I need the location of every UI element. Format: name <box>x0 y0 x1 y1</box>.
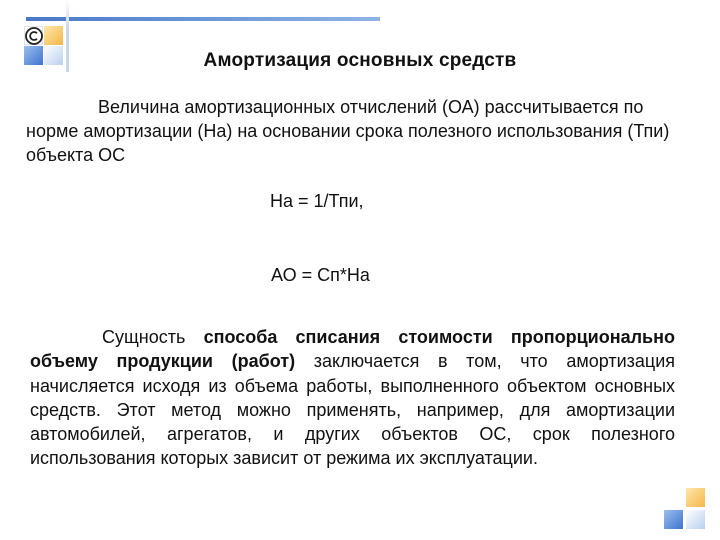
deco-square <box>686 510 705 529</box>
deco-square <box>686 488 705 507</box>
method-rest-text: заключается в том, что амортизация начисляется исходя из объема работы, выполненного объектом основных средств. Этот метод можно применять, например, для амортизации автомобилей, агрегатов, и других объектов ОС, срок полезного использования которых зависит от режима их эксплуатации. <box>30 351 676 469</box>
method-lead-text: Сущность <box>102 327 204 347</box>
slide-title: Амортизация основных средств <box>203 50 517 71</box>
deco-square <box>664 510 683 529</box>
deco-square <box>44 26 63 45</box>
method-description-paragraph <box>30 325 675 471</box>
corner-squares-bottom-right <box>664 488 708 532</box>
definition-paragraph <box>26 95 696 167</box>
top-accent-rule <box>26 17 380 21</box>
method-name-bold: способа списания стоимости пропорционально объему продукции (работ) <box>30 327 675 372</box>
depreciation-rate-formula: На = 1/Тпи, <box>270 191 364 211</box>
definition-text: Величина амортизационных отчислений (ОА) рассчитывается по норме амортизации (На) на основании срока полезного использования (Тпи) объекта ОС <box>26 97 670 165</box>
copyright-badge-icon <box>24 26 44 46</box>
depreciation-amount-formula: АО = Сп*На <box>271 265 370 285</box>
